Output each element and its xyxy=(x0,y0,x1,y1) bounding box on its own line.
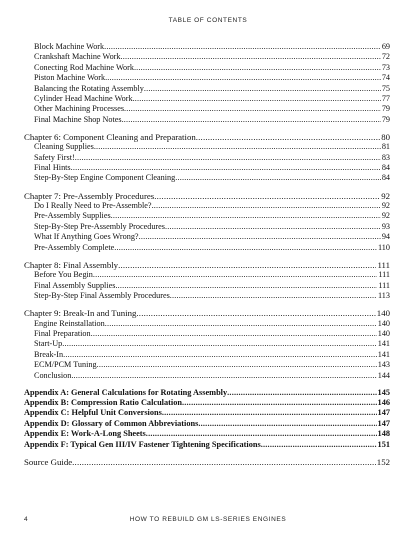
chapter-page: 111 xyxy=(377,259,390,270)
dot-leader xyxy=(63,350,377,360)
toc-entry[interactable] xyxy=(24,270,390,280)
source-guide-page: 152 xyxy=(376,456,390,467)
dot-leader xyxy=(198,419,376,429)
dot-leader xyxy=(162,408,377,418)
chapter-heading[interactable] xyxy=(24,260,390,270)
chapter-title: Chapter 7: Pre-Assembly Procedures xyxy=(24,190,155,201)
entry-page: 84 xyxy=(381,173,390,183)
chapter-heading[interactable] xyxy=(24,191,390,201)
entry-title: Conclusion xyxy=(34,370,72,380)
entry-page: 143 xyxy=(377,360,390,370)
entry-title: Step-By-Step Final Assembly Procedures xyxy=(34,290,170,300)
appendix-entry[interactable] xyxy=(24,408,390,418)
chapter-page: 140 xyxy=(376,308,390,319)
book-title: HOW TO REBUILD GM LS-SERIES ENGINES xyxy=(129,516,287,523)
entry-page: 111 xyxy=(378,270,390,280)
chapter-title: Chapter 6: Component Cleaning and Preparation xyxy=(24,131,196,142)
toc-entry[interactable] xyxy=(24,201,390,211)
entry-page: 140 xyxy=(377,328,390,338)
dot-leader xyxy=(122,115,381,125)
entry-page: 79 xyxy=(381,114,390,124)
dot-leader xyxy=(134,63,381,73)
entry-title: Cylinder Head Machine Work xyxy=(34,93,133,103)
entry-page: 74 xyxy=(381,73,390,83)
entry-page: 84 xyxy=(381,163,390,173)
entry-page: 141 xyxy=(377,349,390,359)
chapter-heading[interactable] xyxy=(24,132,390,142)
entry-page: 77 xyxy=(381,93,390,103)
appendix-entry[interactable] xyxy=(24,388,390,398)
appendix-page: 147 xyxy=(377,418,390,428)
appendix-page: 151 xyxy=(377,439,390,449)
dot-leader xyxy=(146,429,377,439)
toc-group-chapter-8 xyxy=(24,260,390,302)
toc-entry[interactable] xyxy=(24,94,390,104)
toc-entry[interactable] xyxy=(24,163,390,173)
dot-leader xyxy=(71,371,376,381)
chapter-page: 80 xyxy=(381,131,390,142)
toc-group-chapter-9 xyxy=(24,308,390,381)
entry-title: Final Hints xyxy=(34,163,71,173)
entry-page: 81 xyxy=(381,142,390,152)
dot-leader xyxy=(182,398,377,408)
entry-page: 92 xyxy=(381,201,390,211)
toc-entry[interactable] xyxy=(24,281,390,291)
dot-leader xyxy=(104,42,381,52)
toc-entry[interactable] xyxy=(24,339,390,349)
entry-page: 94 xyxy=(381,232,390,242)
entry-page: 93 xyxy=(381,221,390,231)
dot-leader xyxy=(175,173,381,183)
entry-title: Engine Reinstallation xyxy=(34,318,105,328)
page-footer xyxy=(0,516,416,528)
dot-leader xyxy=(71,163,381,173)
toc-group-chapter-6 xyxy=(24,132,390,184)
appendix-page: 148 xyxy=(377,429,390,439)
entry-title: Balancing the Rotating Assembly xyxy=(34,83,144,93)
toc-entry[interactable] xyxy=(24,84,390,94)
chapter-page: 92 xyxy=(381,190,390,201)
running-head: TABLE OF CONTENTS xyxy=(168,17,248,24)
entry-page: 72 xyxy=(381,52,390,62)
toc-entry[interactable] xyxy=(24,42,390,52)
toc-entry[interactable] xyxy=(24,371,390,381)
source-guide-title: Source Guide xyxy=(24,456,73,467)
dot-leader xyxy=(261,440,377,450)
toc-entry[interactable] xyxy=(24,211,390,221)
toc-entry[interactable] xyxy=(24,350,390,360)
entry-title: Break-In xyxy=(34,349,64,359)
table-of-contents xyxy=(24,42,390,474)
dot-leader xyxy=(111,211,381,221)
dot-leader xyxy=(114,243,377,253)
dot-leader xyxy=(91,329,377,339)
chapter-title: Chapter 9: Break-In and Tuning xyxy=(24,308,137,319)
folio: 4 xyxy=(24,516,29,523)
dot-leader xyxy=(75,153,381,163)
dot-leader xyxy=(144,84,381,94)
toc-group-chapter-7 xyxy=(24,191,390,253)
entry-title: Safety First! xyxy=(34,152,75,162)
dot-leader xyxy=(93,270,377,280)
entry-title: Step-By-Step Pre-Assembly Procedures xyxy=(34,221,165,231)
dot-leader xyxy=(196,132,380,142)
toc-entry[interactable] xyxy=(24,52,390,62)
toc-entry[interactable] xyxy=(24,153,390,163)
entry-title: ECM/PCM Tuning xyxy=(34,360,97,370)
dot-leader xyxy=(115,281,377,291)
toc-entry[interactable] xyxy=(24,319,390,329)
dot-leader xyxy=(121,52,381,62)
toc-group-source-guide xyxy=(24,457,390,467)
entry-page: 140 xyxy=(377,318,390,328)
toc-entry[interactable] xyxy=(24,232,390,242)
toc-entry[interactable] xyxy=(24,115,390,125)
appendix-entry[interactable] xyxy=(24,398,390,408)
entry-page: 92 xyxy=(381,211,390,221)
dot-leader xyxy=(154,191,380,201)
chapter-title: Chapter 8: Final Assembly xyxy=(24,259,119,270)
chapter-heading[interactable] xyxy=(24,308,390,318)
appendix-title: Appendix E: Work-A-Long Sheets xyxy=(24,429,146,439)
entry-page: 111 xyxy=(378,280,390,290)
entry-title: Final Machine Shop Notes xyxy=(34,114,122,124)
entry-title: Do I Really Need to Pre-Assemble? xyxy=(34,201,152,211)
entry-page: 110 xyxy=(378,242,390,252)
appendix-entry[interactable] xyxy=(24,429,390,439)
dot-leader xyxy=(62,339,377,349)
entry-title: Block Machine Work xyxy=(34,42,105,51)
toc-group-continued xyxy=(24,42,390,125)
appendix-title: Appendix C: Helpful Unit Conversions xyxy=(24,408,162,418)
dot-leader xyxy=(136,308,375,318)
entry-title: Before You Begin xyxy=(34,270,93,280)
dot-leader xyxy=(105,73,381,83)
toc-entry[interactable] xyxy=(24,142,390,152)
entry-title: Crankshaft Machine Work xyxy=(34,52,121,62)
appendix-entry[interactable] xyxy=(24,440,390,450)
appendix-page: 146 xyxy=(377,398,390,408)
appendix-title: Appendix A: General Calculations for Rotating Assembly xyxy=(24,387,228,397)
appendix-entry[interactable] xyxy=(24,419,390,429)
appendix-title: Appendix F: Typical Gen III/IV Fastener Tightening Specifications xyxy=(24,439,261,449)
dot-leader xyxy=(72,457,376,467)
toc-entry[interactable] xyxy=(24,360,390,370)
dot-leader xyxy=(170,291,377,301)
entry-title: Final Assembly Supplies xyxy=(34,280,116,290)
appendix-title: Appendix D: Glossary of Common Abbreviations xyxy=(24,418,199,428)
toc-entry[interactable] xyxy=(24,291,390,301)
entry-title: What If Anything Goes Wrong? xyxy=(34,232,139,242)
entry-page: 83 xyxy=(381,152,390,162)
entry-title: Start-Up xyxy=(34,339,63,349)
dot-leader xyxy=(165,222,381,232)
entry-title: Step-By-Step Engine Component Cleaning xyxy=(34,173,176,183)
dot-leader xyxy=(133,94,381,104)
entry-title: Cleaning Supplies xyxy=(34,142,94,152)
dot-leader xyxy=(97,360,377,370)
entry-page: 75 xyxy=(381,83,390,93)
entry-page: 113 xyxy=(378,290,390,300)
entry-title: Pre-Assembly Supplies xyxy=(34,211,111,221)
entry-title: Other Machining Processes xyxy=(34,104,125,114)
dot-leader xyxy=(227,388,376,398)
dot-leader xyxy=(124,104,381,114)
entry-title: Final Preparation xyxy=(34,328,91,338)
dot-leader xyxy=(94,142,381,152)
appendix-title: Appendix B: Compression Ratio Calculation xyxy=(24,398,182,408)
toc-entry[interactable] xyxy=(24,173,390,183)
source-guide-entry[interactable] xyxy=(24,457,390,467)
dot-leader xyxy=(105,319,377,329)
entry-title: Pre-Assembly Complete xyxy=(34,242,115,252)
entry-page: 79 xyxy=(381,104,390,114)
dot-leader xyxy=(139,232,381,242)
toc-entry[interactable] xyxy=(24,63,390,73)
dot-leader xyxy=(152,201,381,211)
entry-page: 73 xyxy=(381,62,390,72)
entry-page: 69 xyxy=(381,42,390,51)
toc-entry[interactable] xyxy=(24,222,390,232)
appendix-page: 145 xyxy=(377,387,390,397)
toc-entry[interactable] xyxy=(24,329,390,339)
toc-group-appendices xyxy=(24,388,390,450)
entry-page: 144 xyxy=(377,370,390,380)
toc-entry[interactable] xyxy=(24,73,390,83)
toc-entry[interactable] xyxy=(24,104,390,114)
entry-title: Conecting Rod Machine Work xyxy=(34,62,134,72)
dot-leader xyxy=(118,260,376,270)
entry-page: 141 xyxy=(377,339,390,349)
toc-entry[interactable] xyxy=(24,243,390,253)
appendix-page: 147 xyxy=(377,408,390,418)
entry-title: Piston Machine Work xyxy=(34,73,106,83)
